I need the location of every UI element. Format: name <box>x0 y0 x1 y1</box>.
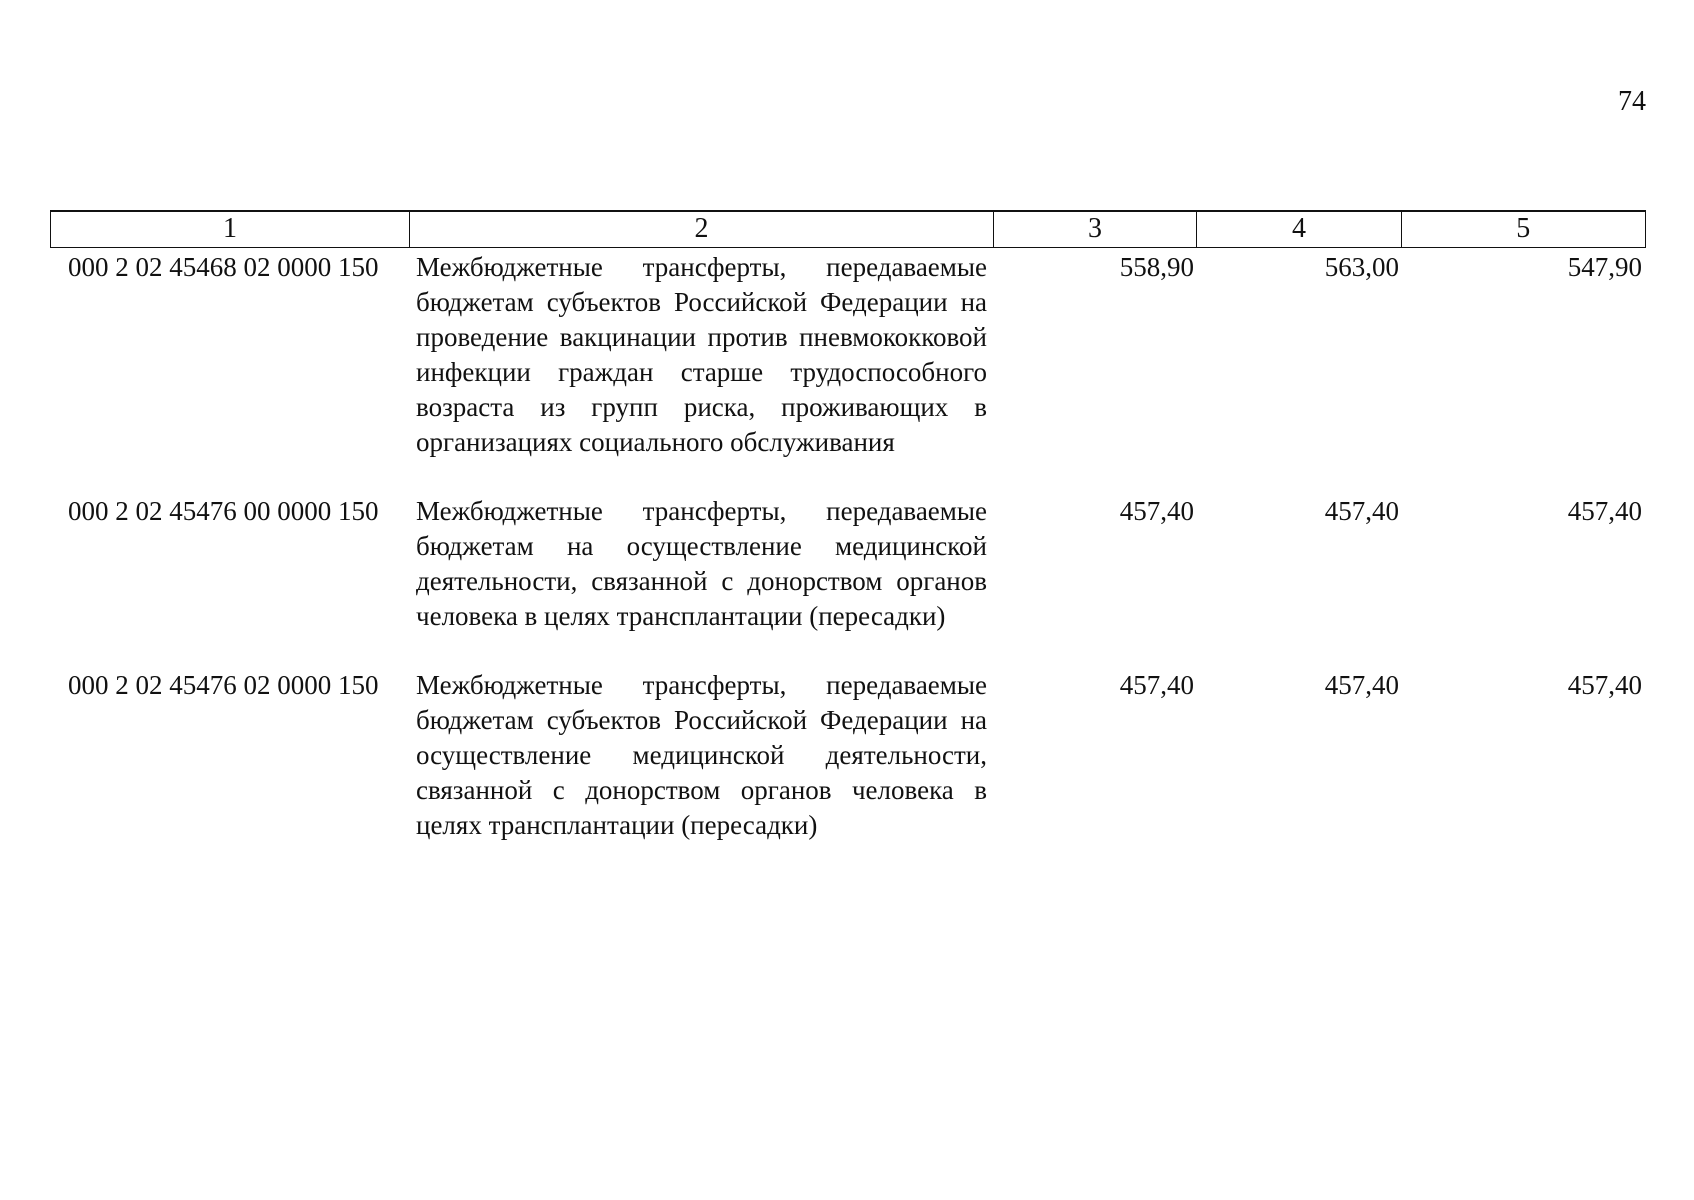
row-description: Межбюджетные трансферты, передаваемые бюджетам на осуществление медицинской деятельности, связанной с донорством органов человека в целях трансплантации (пересадки) <box>416 496 987 631</box>
value-col-4: 457,40 <box>1324 670 1399 700</box>
budget-code: 000 2 02 45468 02 0000 150 <box>68 252 379 282</box>
value-col-3: 457,40 <box>1119 496 1194 526</box>
table-header <box>50 210 1646 248</box>
value-col-5: 547,90 <box>1567 252 1642 282</box>
page-number: 74 <box>1618 86 1646 117</box>
row-description: Межбюджетные трансферты, передаваемые бюджетам субъектов Российской Федерации на проведение вакцинации против пневмококковой инфекции граждан старше трудоспособного возраста из групп риска, проживающих в организациях социального обслуживания <box>416 252 987 457</box>
header-col-5: 5 <box>1402 212 1646 247</box>
header-col-2: 2 <box>410 212 994 247</box>
budget-code: 000 2 02 45476 00 0000 150 <box>68 496 379 526</box>
table-row <box>50 494 1646 634</box>
header-col-1: 1 <box>51 212 410 247</box>
table-body <box>50 250 1646 843</box>
value-col-5: 457,40 <box>1567 496 1642 526</box>
value-col-3: 457,40 <box>1119 670 1194 700</box>
header-col-3: 3 <box>994 212 1197 247</box>
table-row <box>50 250 1646 460</box>
value-col-5: 457,40 <box>1567 670 1642 700</box>
value-col-3: 558,90 <box>1119 252 1194 282</box>
table-row <box>50 668 1646 843</box>
value-col-4: 457,40 <box>1324 496 1399 526</box>
value-col-4: 563,00 <box>1324 252 1399 282</box>
row-description: Межбюджетные трансферты, передаваемые бюджетам субъектов Российской Федерации на осуществление медицинской деятельности, связанной с донорством органов человека в целях трансплантации (пересадки) <box>416 670 987 840</box>
budget-code: 000 2 02 45476 02 0000 150 <box>68 670 379 700</box>
header-col-4: 4 <box>1197 212 1402 247</box>
